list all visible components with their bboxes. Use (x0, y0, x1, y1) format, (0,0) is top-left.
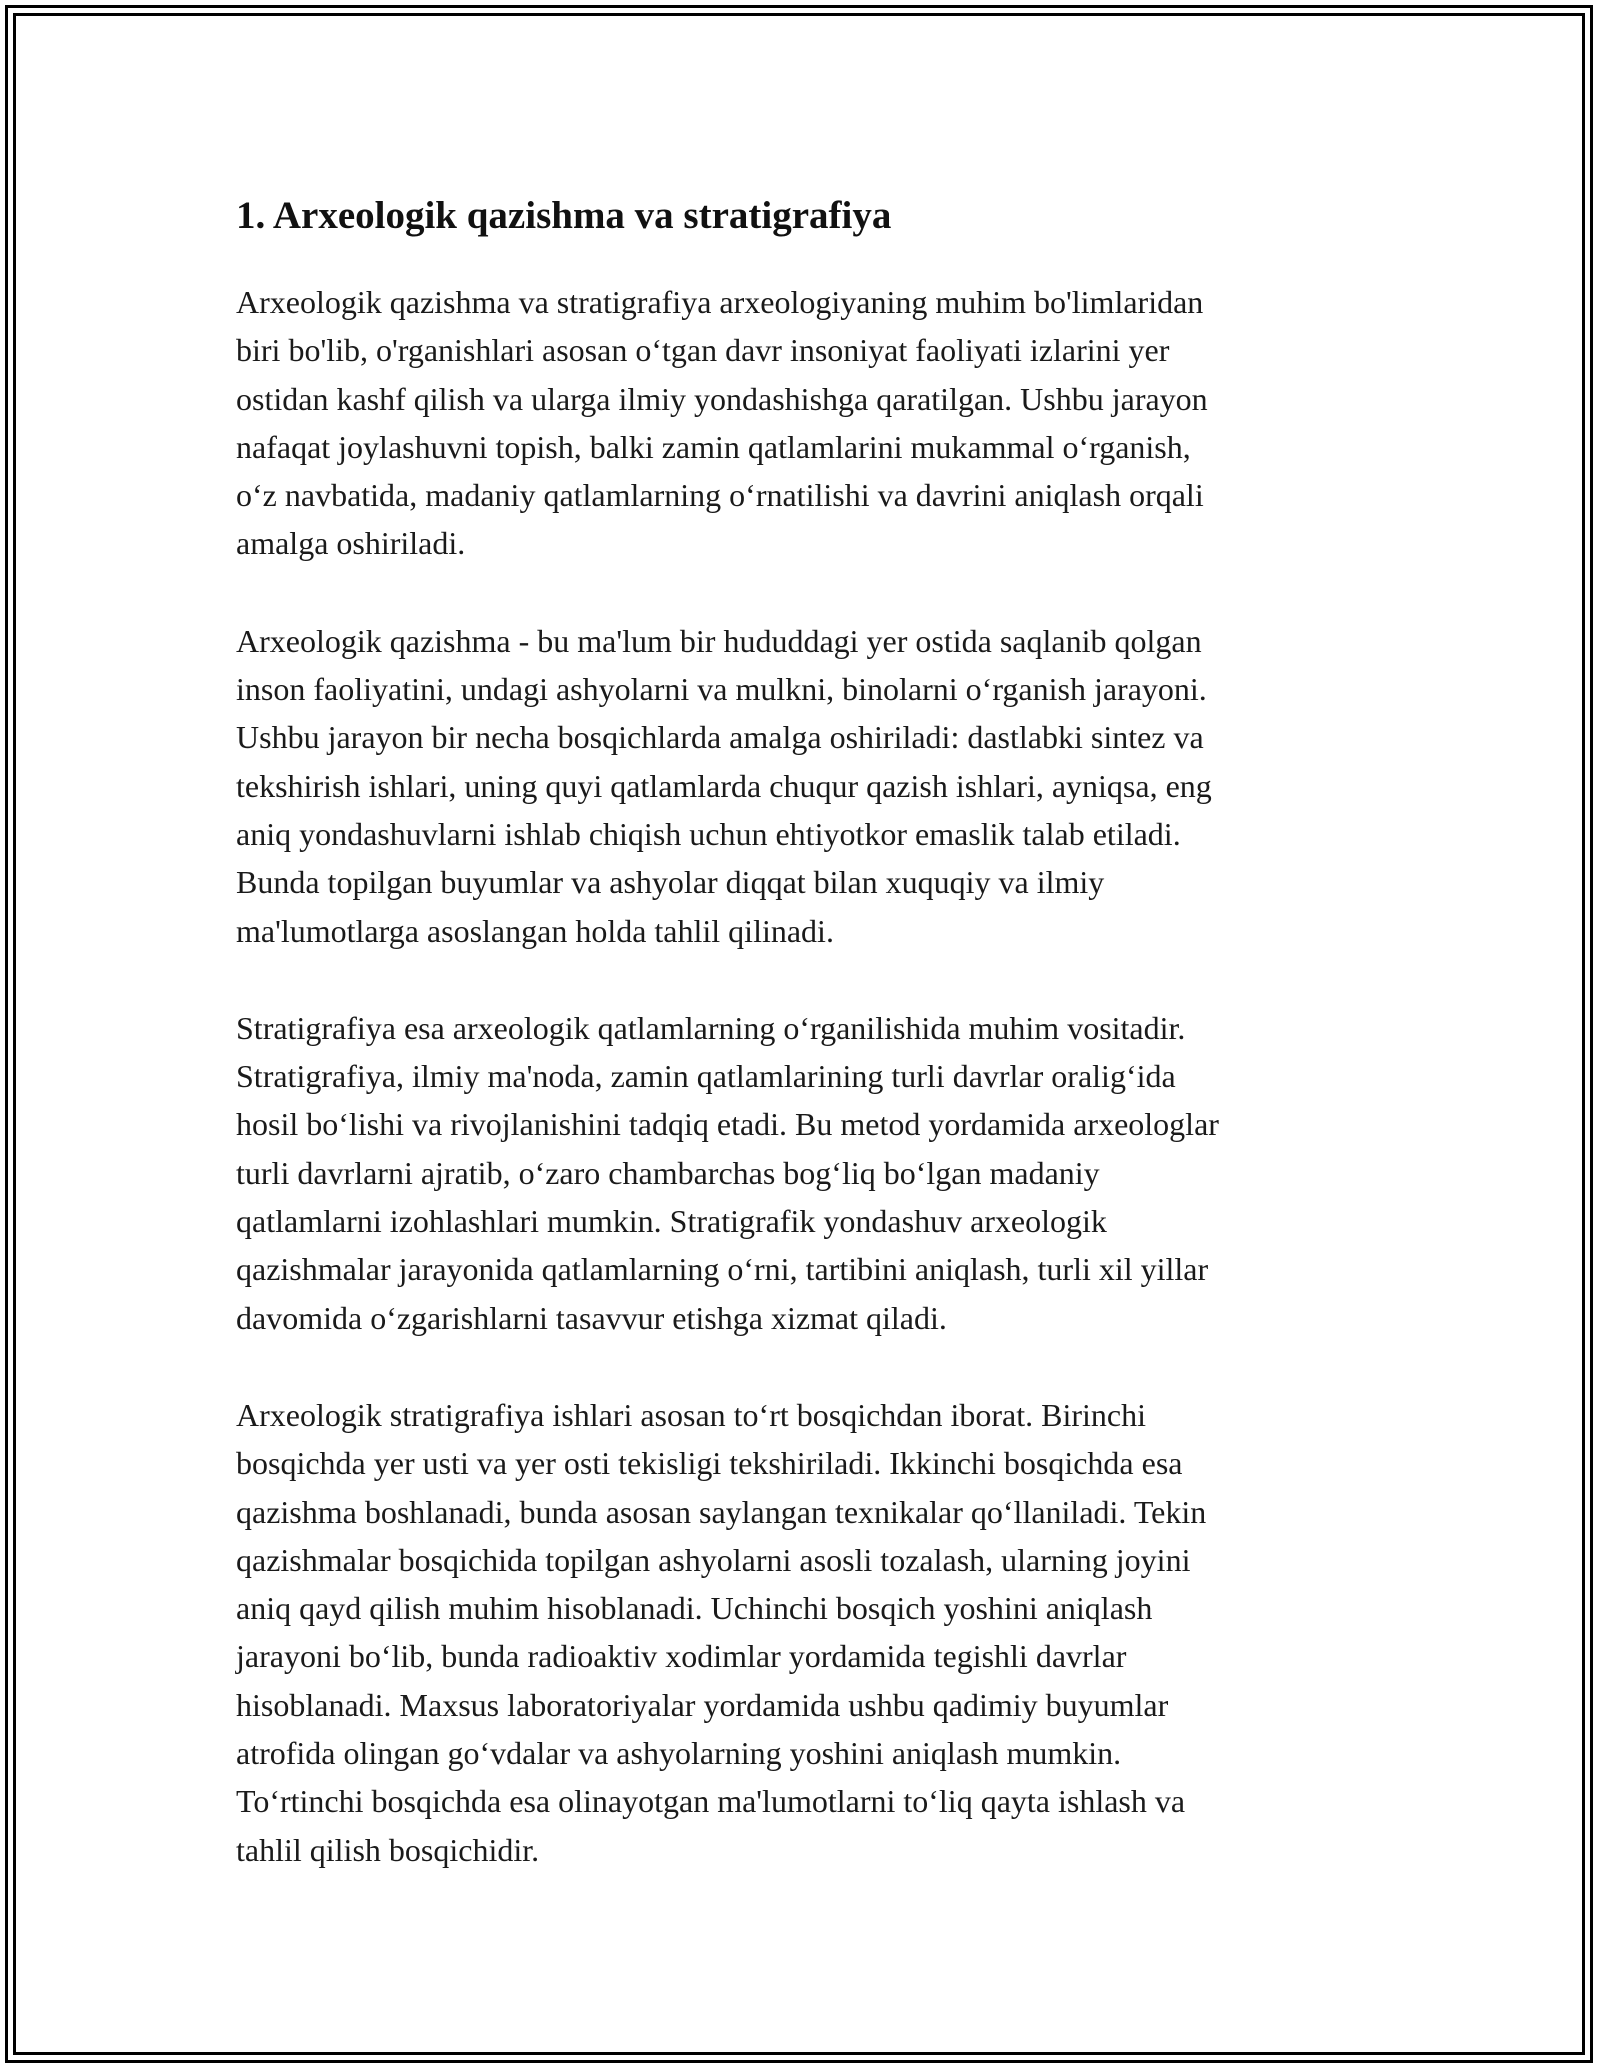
text-line: hisoblanadi. Maxsus laboratoriyalar yordamida ushbu qadimiy buyumlar (236, 1686, 1169, 1723)
text-line: Bunda topilgan buyumlar va ashyolar diqqat bilan xuquqiy va ilmiy (236, 864, 1105, 901)
text-line: oʻz navbatida, madaniy qatlamlarning oʻrnatilishi va davrini aniqlash orqali (236, 477, 1204, 514)
text-line: nafaqat joylashuvni topish, balki zamin qatlamlarini mukammal oʻrganish, (236, 428, 1191, 465)
paragraph (236, 1391, 1386, 1874)
text-line: inson faoliyatini, undagi ashyolarni va mulkni, binolarni oʻrganish jarayoni. (236, 671, 1207, 708)
paragraph (236, 278, 1386, 568)
text-line: Arxeologik qazishma va stratigrafiya arxeologiyaning muhim bo'limlaridan (236, 284, 1204, 320)
text-line: qatlamlarni izohlashlari mumkin. Stratigrafik yondashuv arxeologik (236, 1203, 1107, 1240)
text-line: jarayoni boʻlib, bunda radioaktiv xodimlar yordamida tegishli davrlar (236, 1638, 1127, 1675)
text-line: amalga oshiriladi. (236, 525, 466, 562)
text-line: tahlil qilish bosqichidir. (236, 1831, 540, 1868)
text-line: Arxeologik qazishma - bu ma'lum bir hududdagi yer ostida saqlanib qolgan (236, 622, 1202, 659)
text-line: Arxeologik stratigrafiya ishlari asosan toʻrt bosqichdan iborat. Birinchi (236, 1396, 1146, 1433)
page-title: 1. Arxeologik qazishma va stratigrafiya (236, 194, 892, 237)
text-line: hosil boʻlishi va rivojlanishini tadqiq etadi. Bu metod yordamida arxeologlar (236, 1106, 1219, 1143)
text-line: Toʻrtinchi bosqichda esa olinayotgan ma'lumotlarni toʻliq qayta ishlash va (236, 1783, 1186, 1820)
text-line: biri bo'lib, o'rganishlari asosan oʻtgan davr insoniyat faoliyati izlarini yer (236, 332, 1170, 369)
text-line: aniq yondashuvlarni ishlab chiqish uchun ehtiyotkor emaslik talab etiladi. (236, 815, 1181, 852)
text-line: Stratigrafiya, ilmiy ma'noda, zamin qatlamlarining turli davrlar oraligʻida (236, 1058, 1176, 1095)
text-line: ma'lumotlarga asoslangan holda tahlil qilinadi. (236, 912, 834, 949)
text-line: bosqichda yer usti va yer osti tekisligi tekshiriladi. Ikkinchi bosqichda esa (236, 1445, 1183, 1482)
text-line: aniq qayd qilish muhim hisoblanadi. Uchinchi bosqich yoshini aniqlash (236, 1590, 1153, 1627)
text-line: qazishmalar jarayonida qatlamlarning oʻrni, tartibini aniqlash, turli xil yillar (236, 1251, 1209, 1288)
text-line: qazishma boshlanadi, bunda asosan saylangan texnikalar qoʻllaniladi. Tekin (236, 1493, 1207, 1530)
text-line: qazishmalar bosqichida topilgan ashyolarni asosli tozalash, ularning joyini (236, 1541, 1191, 1578)
text-line: ostidan kashf qilish va ularga ilmiy yondashishga qaratilgan. Ushbu jarayon (236, 380, 1208, 417)
text-line: davomida oʻzgarishlarni tasavvur etishga xizmat qiladi. (236, 1299, 947, 1336)
text-line: tekshirish ishlari, uning quyi qatlamlarda chuqur qazish ishlari, ayniqsa, eng (236, 767, 1212, 804)
text-line: Ushbu jarayon bir necha bosqichlarda amalga oshiriladi: dastlabki sintez va (236, 719, 1204, 756)
text-line: Stratigrafiya esa arxeologik qatlamlarning oʻrganilishida muhim vositadir. (236, 1009, 1186, 1046)
document-body (236, 184, 1386, 1923)
text-line: atrofida olingan goʻvdalar va ashyolarning yoshini aniqlash mumkin. (236, 1735, 1122, 1772)
paragraph (236, 1004, 1386, 1342)
paragraph (236, 617, 1386, 955)
text-line: turli davrlarni ajratib, oʻzaro chambarchas bogʻliq boʻlgan madaniy (236, 1154, 1100, 1191)
